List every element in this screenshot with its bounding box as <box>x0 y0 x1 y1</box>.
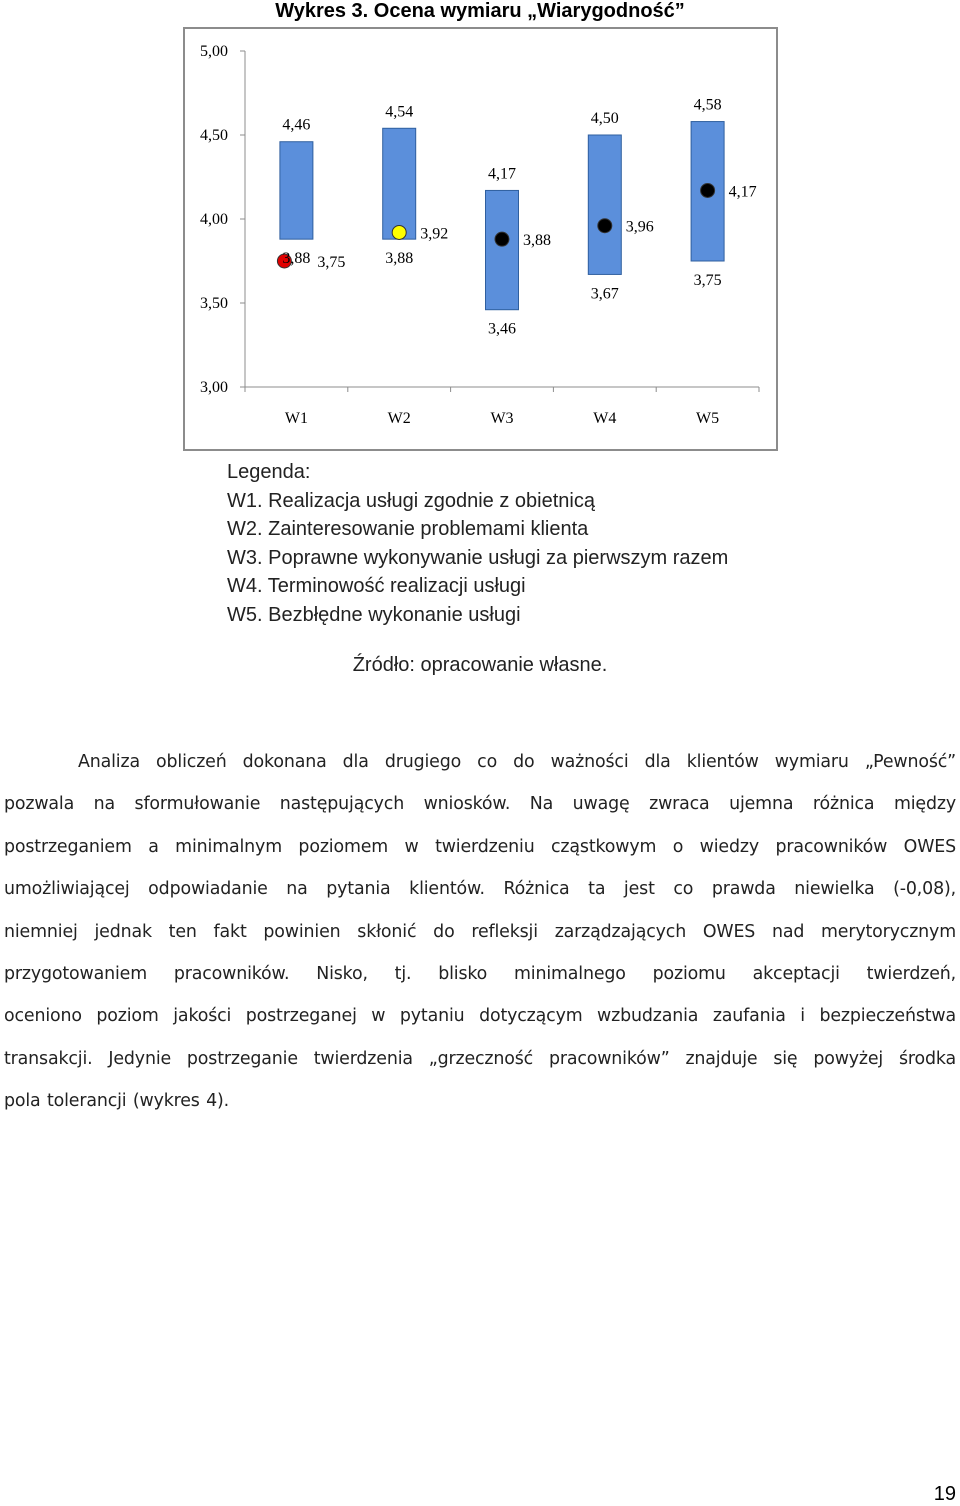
paragraph-line: umożliwiającej odpowiadanie na pytania klientów. Różnica ta jest co prawda niewielka (-0,08), <box>4 879 956 900</box>
mean-point-label: 3,96 <box>625 218 654 236</box>
y-tick-label: 3,00 <box>200 379 228 396</box>
paragraph-line: pozwala na sformułowanie następujących wniosków. Na uwagę zwraca ujemna różnica między <box>4 794 956 815</box>
legend-item-w5: W5. Bezbłędne wykonanie usługi <box>227 603 521 626</box>
mean-point <box>701 183 715 197</box>
range-low-label: 3,88 <box>385 250 414 268</box>
range-high-label: 4,46 <box>282 116 311 134</box>
paragraph-line: postrzeganiem a minimalnym poziomem w twierdzeniu cząstkowym o wiedzy pracowników OWES <box>4 836 956 857</box>
range-low-label: 3,75 <box>693 272 722 289</box>
range-high-label: 4,50 <box>590 110 619 127</box>
range-high-label: 4,54 <box>385 103 414 121</box>
mean-point-label: 4,17 <box>728 183 757 201</box>
paragraph-line: Analiza obliczeń dokonana dla drugiego co do ważności dla klientów wymiaru „Pewność” <box>78 752 956 772</box>
range-bar <box>383 128 416 239</box>
x-tick-label: W5 <box>696 410 720 427</box>
range-chart <box>183 27 779 452</box>
range-high-label: 4,58 <box>693 96 722 114</box>
legend <box>227 458 728 629</box>
paragraph-line: niemniej jednak ten fakt powinien skłonić do refleksji zarządzających OWES nad merytorycznym <box>4 921 956 942</box>
mean-point-label: 3,75 <box>317 254 346 271</box>
paragraph-line: pola tolerancji (wykres 4). <box>4 1091 230 1112</box>
y-tick-label: 5,00 <box>200 43 228 60</box>
x-tick-label: W1 <box>284 410 308 427</box>
legend-item-w1: W1. Realizacja usługi zgodnie z obietnicą <box>227 489 595 512</box>
legend-item-w2: W2. Zainteresowanie problemami klienta <box>227 518 589 540</box>
x-tick-label: W3 <box>490 410 514 427</box>
y-tick-label: 4,00 <box>200 211 228 228</box>
range-low-label: 3,67 <box>590 285 619 303</box>
mean-point-label: 3,92 <box>420 225 449 243</box>
y-tick-label: 4,50 <box>200 127 228 144</box>
mean-point <box>598 219 612 233</box>
source-note: Źródło: opracowanie własne. <box>352 654 608 676</box>
chart-title: Wykres 3. Ocena wymiaru „Wiarygodność” <box>275 0 685 22</box>
legend-item-w3: W3. Poprawne wykonywanie usługi za pierwszym razem <box>227 546 729 569</box>
paragraph-line: transakcji. Jedynie postrzeganie twierdzenia „grzeczność pracowników” znajduje się powyżej środka <box>4 1048 956 1069</box>
range-low-label: 3,46 <box>488 320 516 338</box>
page-number: 19 <box>933 1483 956 1505</box>
x-tick-label: W4 <box>593 410 617 427</box>
range-bar <box>588 135 621 274</box>
mean-point <box>495 232 509 246</box>
range-bar <box>280 142 313 239</box>
analysis-paragraph <box>4 741 956 1123</box>
range-low-label: 3,88 <box>282 250 311 268</box>
paragraph-line: przygotowaniem pracowników. Nisko, tj. blisko minimalnego poziomu akceptacji twierdzeń, <box>4 964 956 985</box>
legend-heading: Legenda: <box>227 461 311 483</box>
y-tick-label: 3,50 <box>200 295 228 312</box>
paragraph-line: oceniono poziom jakości postrzeganej w pytaniu dotyczącym wzbudzania zaufania i bezpieczeństwa <box>4 1006 956 1027</box>
range-high-label: 4,17 <box>488 165 516 183</box>
range-bar <box>486 190 519 309</box>
mean-point <box>392 225 406 239</box>
legend-item-w4: W4. Terminowość realizacji usługi <box>227 575 526 597</box>
x-tick-label: W2 <box>387 410 411 427</box>
mean-point-label: 3,88 <box>523 232 551 250</box>
